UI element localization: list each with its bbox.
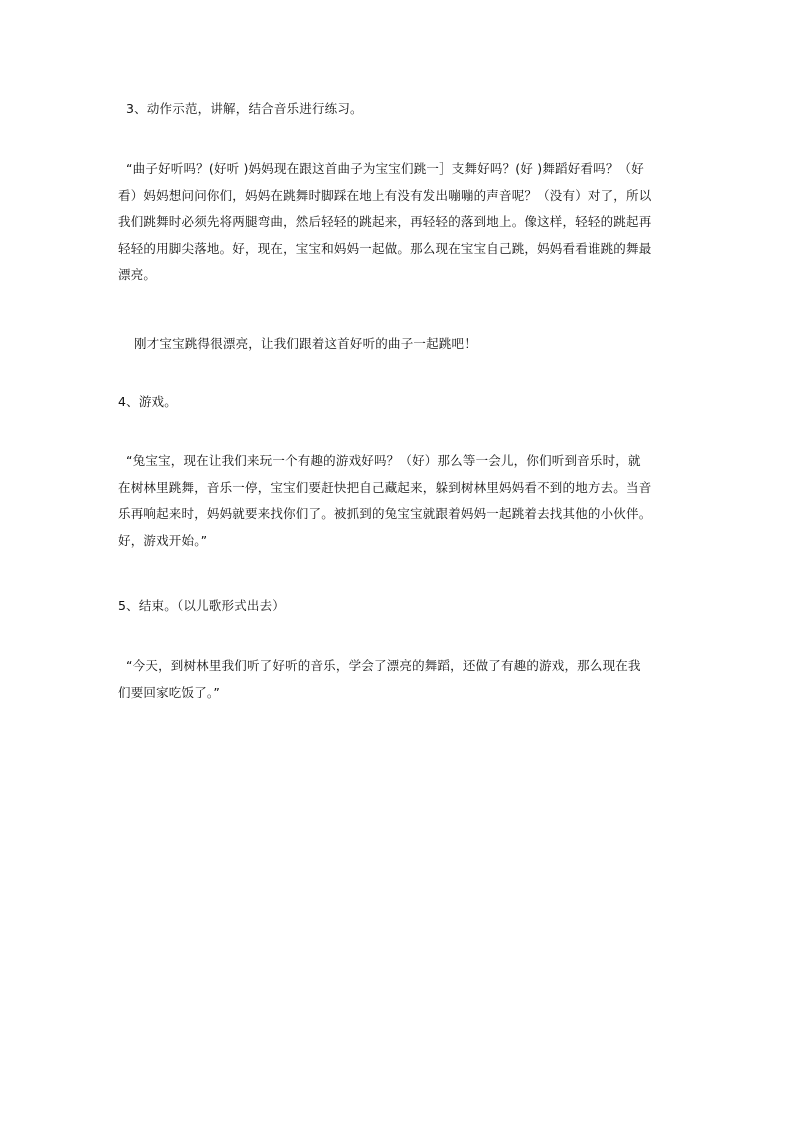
step-3-heading: [126, 96, 686, 123]
step-4-heading: [118, 389, 678, 416]
text-line: 好，游戏开始。”: [118, 532, 208, 548]
text-line: 3、动作示范，讲解，结合音乐进行练习。: [126, 101, 363, 116]
text-line: 4、游戏。: [118, 394, 177, 409]
text-line: “曲子好听吗？(好听 )妈妈现在跟这首曲子为宝宝们跳一］支舞好吗？(好 )舞蹈好看吗？（好: [126, 161, 644, 176]
text-line: “兔宝宝，现在让我们来玩一个有趣的游戏好吗？（好）那么等一会儿，你们听到音乐时，就: [126, 453, 641, 468]
text-line: 轻轻的用脚尖落地。好，现在，宝宝和妈妈一起做。那么现在宝宝自己跳，妈妈看看谁跳的舞最: [118, 240, 652, 256]
text-line: 刚才宝宝跳得很漂亮，让我们跟着这首好听的曲子一起跳吧！: [134, 336, 477, 351]
text-line: 5、结束。（以儿歌形式出去）: [118, 598, 286, 613]
text-line: 我们跳舞时必须先将两腿弯曲，然后轻轻的跳起来，再轻轻的落到地上。像这样，轻轻的跳起再: [118, 214, 652, 230]
text-line: “今天，到树林里我们听了好听的音乐，学会了漂亮的舞蹈，还做了有趣的游戏，那么现在我: [126, 658, 641, 673]
game-paragraph: [118, 448, 686, 554]
text-line: 乐再响起来时，妈妈就要来找你们了。被抓到的兔宝宝就跟着妈妈一起跳着去找其他的小伙伴。: [118, 506, 652, 522]
text-line: 们要回家吃饭了。”: [118, 684, 221, 700]
ending-paragraph: [118, 653, 686, 706]
text-line: 在树林里跳舞，音乐一停，宝宝们要赶快把自己藏起来，躲到树林里妈妈看不到的地方去。当音: [118, 479, 652, 495]
demonstration-paragraph: [118, 156, 686, 289]
step-5-heading: [118, 593, 678, 620]
text-line: 漂亮。: [118, 267, 157, 283]
text-line: 看）妈妈想问问你们，妈妈在跳舞时脚踩在地上有没有发出嘣嘣的声音呢？（没有）对了，所以: [118, 187, 652, 203]
dance-together-paragraph: [134, 331, 694, 358]
